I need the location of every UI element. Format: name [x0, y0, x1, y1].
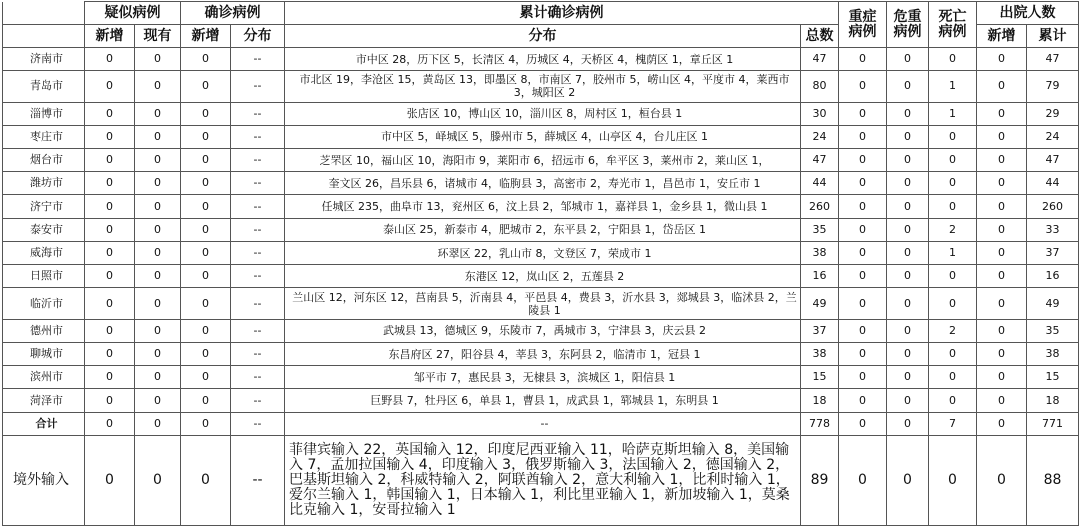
cell-conf-dist: --	[231, 342, 285, 365]
cell-dis-cum: 37	[1027, 241, 1079, 264]
cell-critical: 0	[887, 48, 929, 71]
cell-dis-cum: 16	[1027, 265, 1079, 288]
cell-sus-cur: 0	[135, 71, 181, 102]
header-discharged: 出院人数	[977, 2, 1079, 25]
subheader-dis-new: 新增	[977, 25, 1027, 48]
cell-dis-new: 0	[977, 71, 1027, 102]
cell-sus-new: 0	[85, 102, 135, 125]
cell-death: 2	[929, 218, 977, 241]
cell-conf-new: 0	[181, 218, 231, 241]
cell-sus-new: 0	[85, 319, 135, 342]
cell-critical: 0	[887, 149, 929, 172]
cell-sus-new: 0	[85, 412, 135, 435]
cell-severe: 0	[839, 342, 887, 365]
cell-critical: 0	[887, 125, 929, 148]
cell-dis-cum: 79	[1027, 71, 1079, 102]
cell-sus-cur: 0	[135, 195, 181, 218]
cell-death: 0	[929, 366, 977, 389]
cell-conf-new: 0	[181, 412, 231, 435]
cell-critical: 0	[887, 195, 929, 218]
cell-conf-new: 0	[181, 149, 231, 172]
cell-conf-dist: --	[231, 149, 285, 172]
cell-conf-dist: --	[231, 195, 285, 218]
header-suspected: 疑似病例	[85, 2, 181, 25]
cell-sus-new: 0	[85, 342, 135, 365]
cell-sus-cur: 0	[135, 218, 181, 241]
table-row	[3, 288, 1079, 319]
cell-city: 滨州市	[3, 366, 85, 389]
cell-sus-new: 0	[85, 125, 135, 148]
table-row	[3, 71, 1079, 102]
cell-city: 济南市	[3, 48, 85, 71]
cell-dis-new: 0	[977, 149, 1027, 172]
cell-conf-new: 0	[181, 319, 231, 342]
cell-conf-dist: --	[231, 71, 285, 102]
cell-critical: 0	[887, 265, 929, 288]
subheader-dis-cum: 累计	[1027, 25, 1079, 48]
cell-death: 0	[929, 125, 977, 148]
cell-critical: 0	[887, 288, 929, 319]
header-death: 死亡 病例	[929, 2, 977, 48]
cell-total: 38	[801, 342, 839, 365]
table-row	[3, 172, 1079, 195]
table-row	[3, 366, 1079, 389]
cell-severe: 0	[839, 125, 887, 148]
cell-severe: 0	[839, 241, 887, 264]
subheader-dist: 分布	[285, 25, 801, 48]
cell-death: 2	[929, 319, 977, 342]
cell-severe: 0	[839, 389, 887, 412]
cell-dist: 张店区 10，博山区 10，淄川区 8，周村区 1，桓台县 1	[285, 102, 801, 125]
table-row	[3, 389, 1079, 412]
cell-dis-new: 0	[977, 218, 1027, 241]
cell-city: 泰安市	[3, 218, 85, 241]
cell-dis-new: 0	[977, 241, 1027, 264]
cell-death: 0	[929, 288, 977, 319]
cell-conf-new: 0	[181, 195, 231, 218]
cell-severe: 0	[839, 366, 887, 389]
cell-total: 49	[801, 288, 839, 319]
cell-sus-new: 0	[85, 195, 135, 218]
cell-conf-dist: --	[231, 366, 285, 389]
cell-dist: 泰山区 25，新泰市 4，肥城市 2，东平县 2，宁阳县 1，岱岳区 1	[285, 218, 801, 241]
cell-conf-dist: --	[231, 389, 285, 412]
cell-total: 15	[801, 366, 839, 389]
header-critical: 危重 病例	[887, 2, 929, 48]
cell-dis-new: 0	[977, 319, 1027, 342]
cell-conf-new: 0	[181, 241, 231, 264]
cell-critical: 0	[887, 71, 929, 102]
cell-dis-cum: 18	[1027, 389, 1079, 412]
cell-conf-new: 0	[181, 366, 231, 389]
cell-critical: 0	[887, 342, 929, 365]
cell-dist: 环翠区 22，乳山市 8，文登区 7，荣成市 1	[285, 241, 801, 264]
cell-sus-cur: 0	[135, 149, 181, 172]
cell-dis-cum: 38	[1027, 342, 1079, 365]
cell-city: 德州市	[3, 319, 85, 342]
cell-sus-cur: 0	[135, 435, 181, 525]
cell-sus-cur: 0	[135, 102, 181, 125]
cell-sus-cur: 0	[135, 125, 181, 148]
cell-total: 260	[801, 195, 839, 218]
table-row	[3, 218, 1079, 241]
table-row	[3, 149, 1079, 172]
cell-severe: 0	[839, 265, 887, 288]
cell-sus-new: 0	[85, 265, 135, 288]
cell-critical: 0	[887, 241, 929, 264]
cell-severe: 0	[839, 319, 887, 342]
table-row	[3, 195, 1079, 218]
cell-dis-cum: 15	[1027, 366, 1079, 389]
cell-dist: 菲律宾输入 22，英国输入 12，印度尼西亚输入 11，哈萨克斯坦输入 8，美国输入 7，孟加拉国输入 4，印度输入 3，俄罗斯输入 3，法国输入 2，德国输入 2，巴基斯坦输入 2，科威特输入 2，阿联酋输入 2，意大利输入 1，比利时输入 1，爱尔兰输入 1，韩国输入 1，日本输入 1，利比里亚输入 1，新加坡输入 1，莫桑比克输入 1，安哥拉输入 1	[285, 435, 801, 525]
table-row	[3, 125, 1079, 148]
cell-dist: 市中区 28，历下区 5，长清区 4，历城区 4，天桥区 4，槐荫区 1，章丘区 1	[285, 48, 801, 71]
cell-dist: --	[285, 412, 801, 435]
cell-total: 89	[801, 435, 839, 525]
cell-total: 37	[801, 319, 839, 342]
cell-sus-cur: 0	[135, 412, 181, 435]
cell-dis-cum: 33	[1027, 218, 1079, 241]
cell-sus-cur: 0	[135, 319, 181, 342]
table-row	[3, 102, 1079, 125]
cell-conf-new: 0	[181, 102, 231, 125]
cell-critical: 0	[887, 366, 929, 389]
cell-dist: 市北区 19，李沧区 15，黄岛区 13，即墨区 8，市南区 7，胶州市 5，崂山区 4，平度市 4，莱西市 3，城阳区 2	[285, 71, 801, 102]
cell-death: 1	[929, 241, 977, 264]
cell-sus-cur: 0	[135, 366, 181, 389]
cell-severe: 0	[839, 288, 887, 319]
corner-cell	[3, 2, 85, 25]
cell-dist: 兰山区 12，河东区 12，莒南县 5，沂南县 4，平邑县 4，费县 3，沂水县 3，郯城县 3，临沭县 2，兰陵县 1	[285, 288, 801, 319]
cell-dis-cum: 49	[1027, 288, 1079, 319]
cell-dis-cum: 260	[1027, 195, 1079, 218]
header-severe: 重症 病例	[839, 2, 887, 48]
cell-conf-dist: --	[231, 125, 285, 148]
cell-death: 0	[929, 48, 977, 71]
foreign-input-row	[3, 435, 1079, 525]
cell-dis-new: 0	[977, 125, 1027, 148]
cell-conf-dist: --	[231, 102, 285, 125]
subheader-sus-new: 新增	[85, 25, 135, 48]
cell-sus-new: 0	[85, 366, 135, 389]
cell-conf-dist: --	[231, 218, 285, 241]
covid-case-table	[2, 1, 1079, 526]
cell-dis-cum: 29	[1027, 102, 1079, 125]
cell-conf-dist: --	[231, 241, 285, 264]
cell-severe: 0	[839, 218, 887, 241]
cell-dis-new: 0	[977, 102, 1027, 125]
cell-dis-new: 0	[977, 265, 1027, 288]
cell-city: 聊城市	[3, 342, 85, 365]
cell-severe: 0	[839, 71, 887, 102]
cell-sus-new: 0	[85, 288, 135, 319]
cell-total: 30	[801, 102, 839, 125]
cell-conf-dist: --	[231, 172, 285, 195]
cell-conf-dist: --	[231, 48, 285, 71]
cell-sus-new: 0	[85, 172, 135, 195]
cell-death: 0	[929, 435, 977, 525]
cell-dist: 武城县 13，德城区 9，乐陵市 7，禹城市 3，宁津县 3，庆云县 2	[285, 319, 801, 342]
cell-dis-new: 0	[977, 412, 1027, 435]
table-row	[3, 342, 1079, 365]
cell-total: 35	[801, 218, 839, 241]
cell-conf-dist: --	[231, 265, 285, 288]
cell-city: 淄博市	[3, 102, 85, 125]
subheader-total: 总数	[801, 25, 839, 48]
header-cumulative: 累计确诊病例	[285, 2, 839, 25]
subheader-conf-new: 新增	[181, 25, 231, 48]
cell-dis-new: 0	[977, 389, 1027, 412]
cell-conf-dist: --	[231, 288, 285, 319]
cell-severe: 0	[839, 172, 887, 195]
cell-death: 0	[929, 342, 977, 365]
cell-sus-cur: 0	[135, 288, 181, 319]
cell-dis-cum: 47	[1027, 149, 1079, 172]
total-row	[3, 412, 1079, 435]
cell-sus-new: 0	[85, 71, 135, 102]
cell-sus-new: 0	[85, 389, 135, 412]
cell-dis-cum: 35	[1027, 319, 1079, 342]
cell-sus-new: 0	[85, 435, 135, 525]
cell-critical: 0	[887, 435, 929, 525]
cell-total: 24	[801, 125, 839, 148]
cell-critical: 0	[887, 319, 929, 342]
cell-dis-cum: 44	[1027, 172, 1079, 195]
cell-conf-dist: --	[231, 435, 285, 525]
cell-conf-new: 0	[181, 172, 231, 195]
table-body	[3, 48, 1079, 526]
cell-dis-new: 0	[977, 342, 1027, 365]
cell-city: 菏泽市	[3, 389, 85, 412]
cell-city: 青岛市	[3, 71, 85, 102]
cell-death: 0	[929, 265, 977, 288]
subheader-sus-current: 现有	[135, 25, 181, 48]
table-row	[3, 48, 1079, 71]
cell-city: 潍坊市	[3, 172, 85, 195]
cell-death: 0	[929, 389, 977, 412]
cell-sus-cur: 0	[135, 265, 181, 288]
cell-conf-new: 0	[181, 342, 231, 365]
cell-severe: 0	[839, 48, 887, 71]
cell-city: 临沂市	[3, 288, 85, 319]
cell-dist: 东昌府区 27，阳谷县 4，莘县 3，东阿县 2，临清市 1，冠县 1	[285, 342, 801, 365]
cell-dis-new: 0	[977, 48, 1027, 71]
table-row	[3, 241, 1079, 264]
cell-critical: 0	[887, 102, 929, 125]
cell-dis-cum: 88	[1027, 435, 1079, 525]
table-row	[3, 319, 1079, 342]
cell-total: 47	[801, 48, 839, 71]
cell-total: 38	[801, 241, 839, 264]
cell-dis-cum: 771	[1027, 412, 1079, 435]
cell-severe: 0	[839, 149, 887, 172]
cell-conf-dist: --	[231, 412, 285, 435]
cell-sus-new: 0	[85, 48, 135, 71]
cell-total: 18	[801, 389, 839, 412]
cell-city: 烟台市	[3, 149, 85, 172]
cell-conf-new: 0	[181, 288, 231, 319]
cell-dist: 芝罘区 10，福山区 10，海阳市 9，莱阳市 6，招远市 6，牟平区 3，莱州市 2，莱山区 1，	[285, 149, 801, 172]
cell-sus-new: 0	[85, 218, 135, 241]
cell-dist: 东港区 12，岚山区 2，五莲县 2	[285, 265, 801, 288]
cell-conf-new: 0	[181, 265, 231, 288]
cell-city: 枣庄市	[3, 125, 85, 148]
cell-conf-new: 0	[181, 48, 231, 71]
header-confirmed: 确诊病例	[181, 2, 285, 25]
cell-city: 境外输入	[3, 435, 85, 525]
cell-total: 778	[801, 412, 839, 435]
subheader-conf-dist: 分布	[231, 25, 285, 48]
cell-conf-new: 0	[181, 435, 231, 525]
cell-dist: 奎文区 26，昌乐县 6，诸城市 4，临朐县 3，高密市 2，寿光市 1，昌邑市 1，安丘市 1	[285, 172, 801, 195]
cell-dis-new: 0	[977, 435, 1027, 525]
cell-conf-dist: --	[231, 319, 285, 342]
cell-severe: 0	[839, 412, 887, 435]
cell-conf-new: 0	[181, 71, 231, 102]
cell-dis-new: 0	[977, 366, 1027, 389]
cell-death: 1	[929, 71, 977, 102]
cell-sus-cur: 0	[135, 342, 181, 365]
cell-death: 1	[929, 102, 977, 125]
cell-total: 44	[801, 172, 839, 195]
cell-dist: 巨野县 7，牡丹区 6，单县 1，曹县 1，成武县 1，郓城县 1，东明县 1	[285, 389, 801, 412]
cell-dis-new: 0	[977, 172, 1027, 195]
cell-sus-cur: 0	[135, 48, 181, 71]
cell-critical: 0	[887, 389, 929, 412]
corner-cell-2	[3, 25, 85, 48]
cell-critical: 0	[887, 172, 929, 195]
cell-death: 7	[929, 412, 977, 435]
cell-critical: 0	[887, 218, 929, 241]
cell-severe: 0	[839, 195, 887, 218]
cell-sus-cur: 0	[135, 241, 181, 264]
cell-severe: 0	[839, 102, 887, 125]
cell-death: 0	[929, 195, 977, 218]
cell-conf-new: 0	[181, 389, 231, 412]
cell-city: 济宁市	[3, 195, 85, 218]
cell-dist: 任城区 235，曲阜市 13，兖州区 6，汶上县 2，邹城市 1，嘉祥县 1，金乡县 1，微山县 1	[285, 195, 801, 218]
table-row	[3, 265, 1079, 288]
cell-total: 16	[801, 265, 839, 288]
cell-sus-new: 0	[85, 241, 135, 264]
cell-dis-cum: 47	[1027, 48, 1079, 71]
cell-total: 80	[801, 71, 839, 102]
cell-critical: 0	[887, 412, 929, 435]
cell-severe: 0	[839, 435, 887, 525]
cell-sus-new: 0	[85, 149, 135, 172]
cell-conf-new: 0	[181, 125, 231, 148]
cell-city: 威海市	[3, 241, 85, 264]
cell-sus-cur: 0	[135, 172, 181, 195]
cell-city: 合计	[3, 412, 85, 435]
cell-dis-cum: 24	[1027, 125, 1079, 148]
cell-dist: 邹平市 7，惠民县 3，无棣县 3，滨城区 1，阳信县 1	[285, 366, 801, 389]
cell-dis-new: 0	[977, 195, 1027, 218]
cell-city: 日照市	[3, 265, 85, 288]
cell-total: 47	[801, 149, 839, 172]
cell-dist: 市中区 5，峄城区 5，滕州市 5，薛城区 4，山亭区 4，台儿庄区 1	[285, 125, 801, 148]
cell-death: 0	[929, 149, 977, 172]
cell-dis-new: 0	[977, 288, 1027, 319]
cell-sus-cur: 0	[135, 389, 181, 412]
cell-death: 0	[929, 172, 977, 195]
